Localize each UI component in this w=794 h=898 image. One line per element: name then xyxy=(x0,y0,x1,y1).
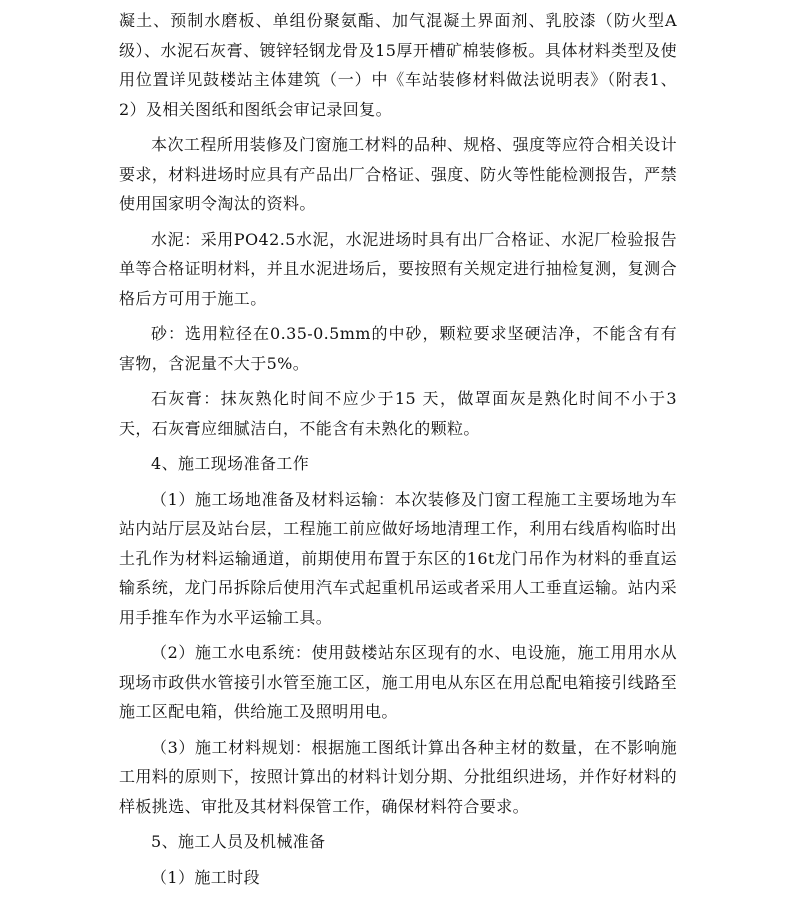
paragraph-cement: 水泥：采用PO42.5水泥，水泥进场时具有出厂合格证、水泥厂检验报告单等合格证明材料，并且水泥进场后，要按照有关规定进行抽检复测，复测合格后方可用于施工。 xyxy=(119,229,677,308)
subheading-construction-period: （1）施工时段 xyxy=(151,867,260,887)
paragraph-site-and-transport: （1）施工场地准备及材料运输：本次装修及门窗工程施工主要场地为车站内站厅层及站台层，工程施工前应做好场地清理工作，利用右线盾构临时出土孔作为材料运输通道，前期使用布置于东区的16t龙门吊作为材料的垂直运输系统，龙门吊拆除后使用汽车式起重机吊运或者采用人工垂直运输。站内采用手推车作为水平运输工具。 xyxy=(119,489,677,627)
section-heading-site-preparation: 4、施工现场准备工作 xyxy=(151,454,310,473)
paragraph-water-power: （2）施工水电系统：使用鼓楼站东区现有的水、电设施，施工用用水从现场市政供水管接引水管至施工区，施工用电从东区在用总配电箱接引线路至施工区配电箱，供给施工及照明用电。 xyxy=(119,643,677,721)
document-body xyxy=(119,6,677,898)
paragraph-lime-paste: 石灰膏：抹灰熟化时间不应少于15 天，做罩面灰是熟化时间不小于3天，石灰膏应细腻洁白，不能含有未熟化的颗粒。 xyxy=(119,389,677,438)
paragraph-sand: 砂：选用粒径在0.35-0.5mm的中砂，颗粒要求坚硬洁净，不能含有有害物，含泥量不大于5%。 xyxy=(119,324,677,373)
paragraph-material-planning: （3）施工材料规划：根据施工图纸计算出各种主材的数量，在不影响施工用料的原则下，按照计算出的材料计划分期、分批组织进场，并作好材料的样板挑选、审批及其材料保管工作，确保材料符合要求。 xyxy=(119,737,677,816)
paragraph-materials-list: 凝土、预制水磨板、单组份聚氨酯、加气混凝土界面剂、乳胶漆（防火型A级）、水泥石灰膏、镀锌轻钢龙骨及15厚开槽矿棉装修板。具体材料类型及使用位置详见鼓楼站主体建筑（一）中《车站装修材料做法说明表》（附表1、2）及相关图纸和图纸会审记录回复。 xyxy=(119,11,677,119)
section-heading-personnel-machinery: 5、施工人员及机械准备 xyxy=(151,832,326,851)
paragraph-material-requirements: 本次工程所用装修及门窗施工材料的品种、规格、强度等应符合相关设计要求，材料进场时应具有产品出厂合格证、强度、防火等性能检测报告，严禁使用国家明令淘汰的资料。 xyxy=(119,135,677,213)
